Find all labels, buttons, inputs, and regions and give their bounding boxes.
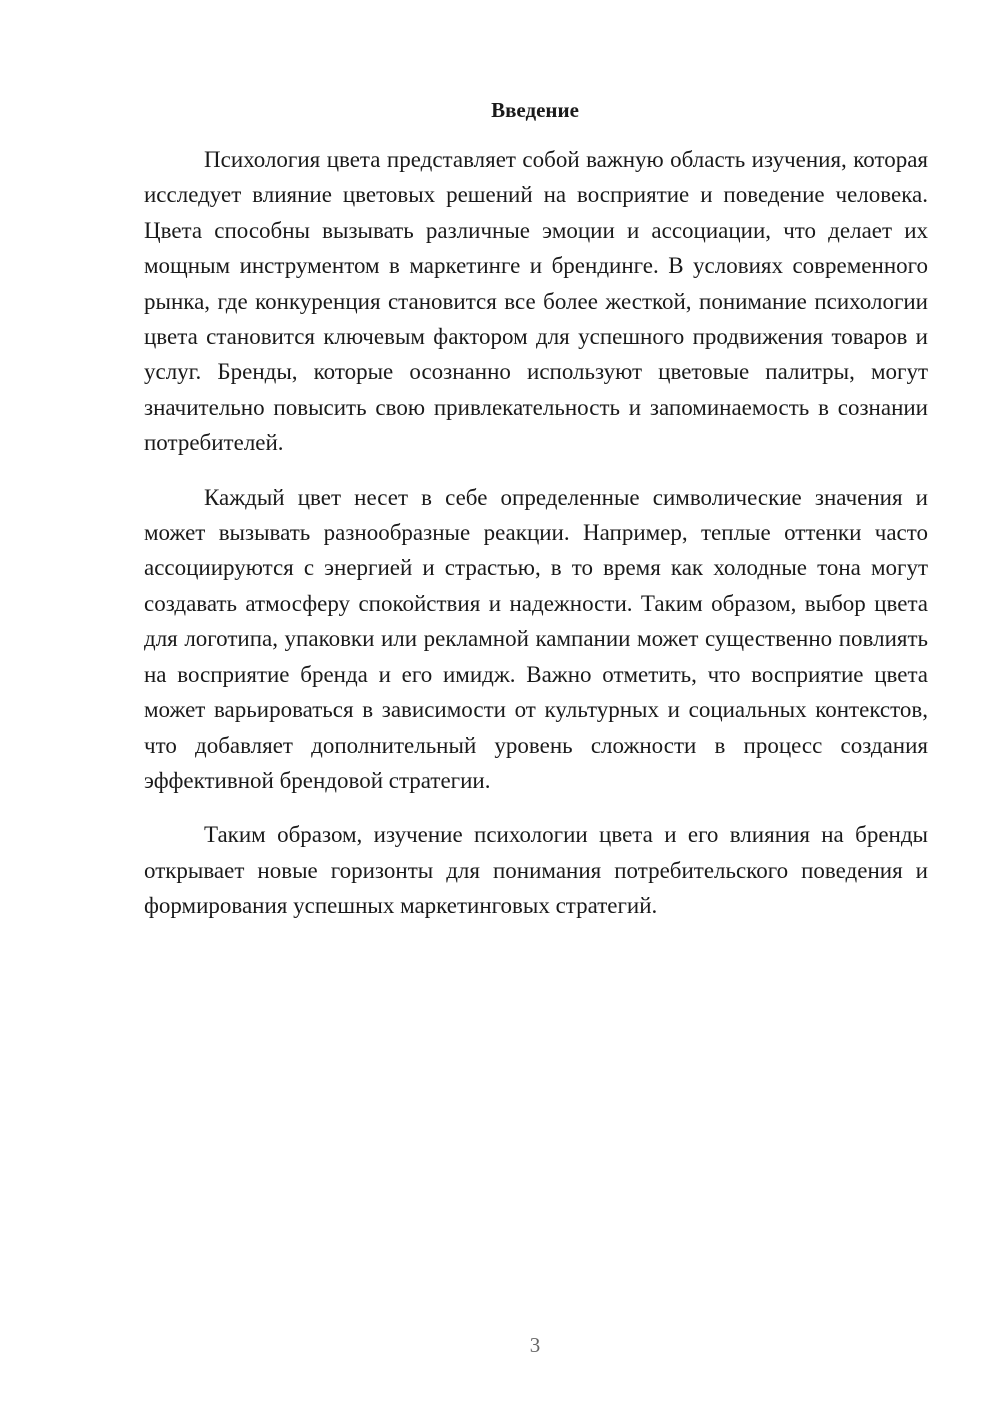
- paragraph-1: Психология цвета представляет собой важную область изучения, которая исследует влияние цветовых решений на восприятие и поведение человека. Цвета способны вызывать различные эмоции и ассоциации, что делает их мощным инструментом в маркетинге и брендинге. В условиях современного рынка, где конкуренция становится все более жесткой, понимание психологии цвета становится ключевым фактором для успешного продвижения товаров и услуг. Бренды, которые осознанно используют цветовые палитры, могут значительно повысить свою привлекательность и запоминаемость в сознании потребителей.: [144, 147, 928, 456]
- body-text: [144, 142, 928, 924]
- section-heading: Введение: [491, 98, 579, 122]
- paragraph-3: Таким образом, изучение психологии цвета и его влияния на бренды открывает новые горизонты для понимания потребительского поведения и формирования успешных маркетинговых стратегий.: [144, 822, 928, 919]
- paragraph-2: Каждый цвет несет в себе определенные символические значения и может вызывать разнообразные реакции. Например, теплые оттенки часто ассоциируются с энергией и страстью, в то время как холодные тона могут создавать атмосферу спокойствия и надежности. Таким образом, выбор цвета для логотипа, упаковки или рекламной кампании может существенно повлиять на восприятие бренда и его имидж. Важно отметить, что восприятие цвета может варьироваться в зависимости от культурных и социальных контекстов, что добавляет дополнительный уровень сложности в процесс создания эффективной брендовой стратегии.: [144, 484, 928, 793]
- page-number: 3: [529, 1333, 541, 1357]
